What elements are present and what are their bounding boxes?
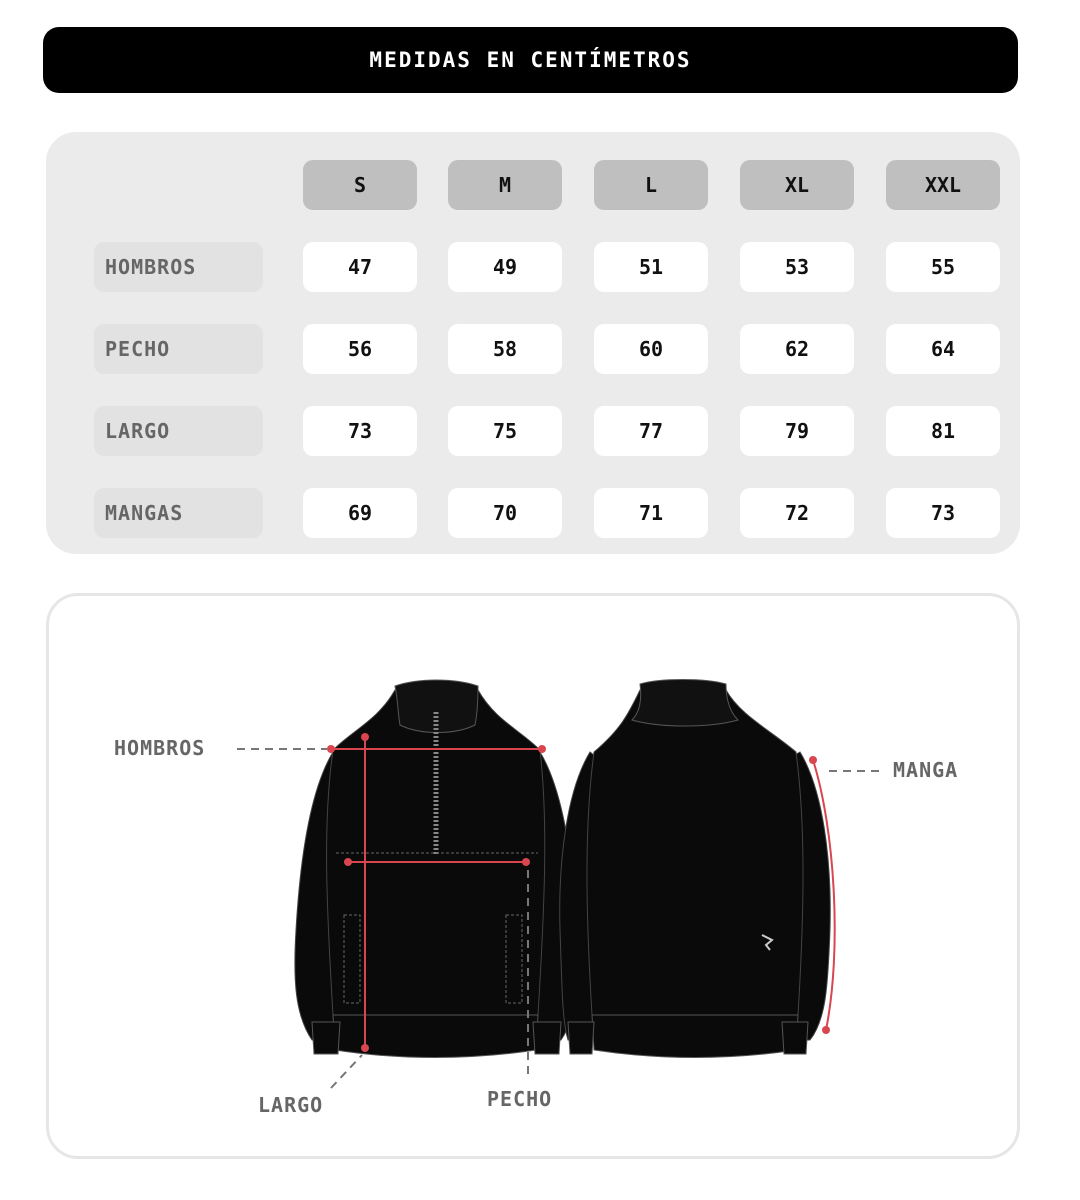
page-title: MEDIDAS EN CENTÍMETROS [369, 48, 692, 72]
table-cell: 51 [594, 242, 708, 292]
table-cell: 72 [740, 488, 854, 538]
table-cell: 53 [740, 242, 854, 292]
table-cell: 77 [594, 406, 708, 456]
table-cell: 56 [303, 324, 417, 374]
table-cell: 75 [448, 406, 562, 456]
back-jacket-illustration [560, 680, 831, 1058]
table-cell: 70 [448, 488, 562, 538]
table-cell: 69 [303, 488, 417, 538]
table-cell: 73 [886, 488, 1000, 538]
table-cell: 73 [303, 406, 417, 456]
size-header-s: S [303, 160, 417, 210]
row-label-mangas: MANGAS [94, 488, 263, 538]
table-cell: 55 [886, 242, 1000, 292]
table-cell: 60 [594, 324, 708, 374]
size-header-xxl: XXL [886, 160, 1000, 210]
table-cell: 71 [594, 488, 708, 538]
size-header-xl: XL [740, 160, 854, 210]
label-hombros: HOMBROS [114, 736, 206, 760]
size-header-l: L [594, 160, 708, 210]
table-cell: 47 [303, 242, 417, 292]
row-label-hombros: HOMBROS [94, 242, 263, 292]
table-cell: 79 [740, 406, 854, 456]
table-cell: 62 [740, 324, 854, 374]
label-largo: LARGO [258, 1093, 324, 1117]
table-cell: 64 [886, 324, 1000, 374]
size-header-m: M [448, 160, 562, 210]
row-label-largo: LARGO [94, 406, 263, 456]
table-cell: 49 [448, 242, 562, 292]
label-manga: MANGA [893, 758, 959, 782]
row-label-pecho: PECHO [94, 324, 263, 374]
table-cell: 81 [886, 406, 1000, 456]
front-jacket-illustration [295, 680, 578, 1058]
table-cell: 58 [448, 324, 562, 374]
label-pecho: PECHO [487, 1087, 553, 1111]
